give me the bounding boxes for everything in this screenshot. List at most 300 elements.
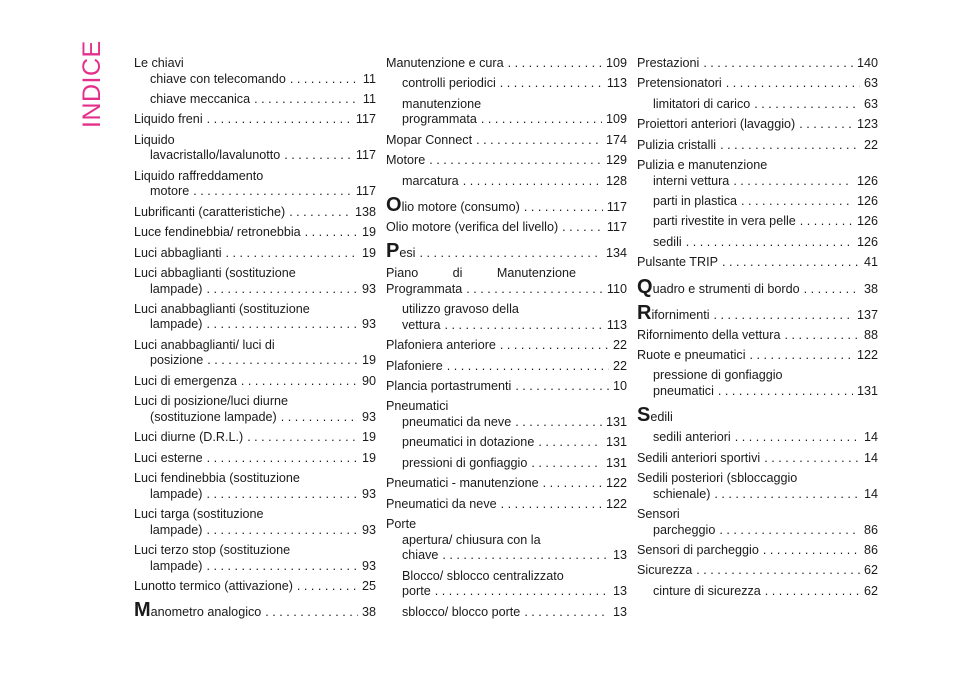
index-heading-text: Luci anabbaglianti/ luci di — [134, 337, 275, 352]
index-entry[interactable] — [386, 112, 627, 132]
index-entry-label: Luci di emergenza — [134, 373, 237, 388]
dot-leader — [722, 255, 860, 269]
index-entry-label: Ruote e pneumatici — [637, 347, 746, 362]
index-page-number: 19 — [361, 225, 376, 240]
index-entry-label: Plafoniere — [386, 358, 443, 373]
index-column-2 — [386, 56, 627, 625]
index-heading — [134, 507, 376, 523]
dot-leader — [799, 117, 853, 131]
dot-leader — [297, 579, 358, 593]
dot-leader — [750, 348, 853, 362]
index-page-number: 126 — [856, 173, 878, 188]
index-entry-label: Pulsante TRIP — [637, 255, 718, 270]
index-page-number: 117 — [606, 219, 627, 234]
index-entry[interactable] — [134, 374, 376, 394]
dot-leader — [207, 282, 358, 296]
index-page-number: 131 — [605, 455, 627, 470]
index-page-number: 90 — [361, 373, 376, 388]
index-entry[interactable] — [637, 56, 878, 76]
index-page-number: 62 — [863, 563, 878, 578]
dot-leader — [515, 379, 609, 393]
index-heading — [386, 97, 627, 113]
index-entry[interactable] — [637, 235, 878, 255]
index-entry[interactable] — [637, 523, 878, 543]
index-page-number: 93 — [361, 317, 376, 332]
index-entry-label: Rifornimenti — [637, 301, 710, 324]
index-heading — [637, 507, 878, 523]
index-page-number: 19 — [361, 430, 376, 445]
index-page-number: 14 — [863, 486, 878, 501]
index-entry-label: chiave — [402, 548, 439, 563]
index-entry[interactable] — [134, 599, 376, 625]
index-entry-label: Pesi — [386, 240, 416, 263]
index-page-number: 93 — [361, 558, 376, 573]
index-entry-label: Manutenzione e cura — [386, 56, 504, 70]
index-entry[interactable] — [637, 487, 878, 507]
index-heading-text: Pulizia e manutenzione — [637, 157, 768, 172]
index-heading-text: pressione di gonfiaggio — [653, 368, 783, 383]
dot-leader — [501, 497, 602, 511]
index-entry-label: Quadro e strumenti di bordo — [637, 275, 800, 298]
index-page-number: 13 — [612, 584, 627, 599]
index-page-number: 19 — [361, 450, 376, 465]
index-page-number: 137 — [856, 307, 878, 322]
index-entry-label: porte — [402, 584, 431, 599]
index-entry-label: Sedili anteriori sportivi — [637, 450, 761, 465]
index-page-number: 14 — [863, 450, 878, 465]
index-entry[interactable] — [386, 174, 627, 194]
index-entry-label: Luci esterne — [134, 450, 203, 465]
index-section-title: INDICE — [78, 40, 106, 128]
index-entry[interactable] — [637, 451, 878, 471]
index-entry-label: Lubrificanti (caratteristiche) — [134, 204, 286, 219]
index-page-number: 38 — [361, 605, 376, 620]
index-heading — [134, 394, 376, 410]
index-heading-text: Luci terzo stop (sostituzione — [134, 542, 291, 557]
index-page-number: 63 — [863, 76, 878, 91]
dot-leader — [785, 328, 860, 342]
index-entry[interactable] — [386, 240, 627, 266]
index-entry-label: Pneumatici - manutenzione — [386, 476, 539, 491]
index-heading-text: Le chiavi — [134, 56, 184, 70]
dot-leader — [524, 200, 603, 214]
index-entry-label: parcheggio — [653, 522, 716, 537]
dot-leader — [543, 476, 602, 490]
dot-leader — [254, 92, 359, 106]
index-entry[interactable] — [637, 174, 878, 194]
index-entry-label: Plancia portastrumenti — [386, 379, 512, 394]
index-page-number: 93 — [361, 486, 376, 501]
index-entry[interactable] — [386, 605, 627, 625]
index-entry[interactable] — [637, 194, 878, 214]
index-page-number: 86 — [863, 543, 878, 558]
index-entry[interactable] — [637, 384, 878, 404]
index-page-number: 117 — [606, 199, 627, 214]
index-page-number: 117 — [355, 148, 376, 163]
index-page-number: 93 — [361, 281, 376, 296]
dot-leader — [207, 353, 358, 367]
dot-leader — [726, 76, 860, 90]
dot-leader — [466, 282, 603, 296]
index-entry-label: cinture di sicurezza — [653, 583, 761, 598]
index-entry[interactable] — [637, 97, 878, 117]
dot-leader — [696, 563, 860, 577]
index-entry[interactable] — [637, 117, 878, 137]
dot-leader — [800, 214, 853, 228]
index-page-number: 134 — [605, 246, 627, 261]
index-entry[interactable] — [134, 317, 376, 337]
index-entry-label: lampade) — [150, 558, 203, 573]
index-page-number: 11 — [362, 71, 376, 86]
dot-leader — [500, 338, 609, 352]
dot-leader — [508, 56, 602, 70]
index-entry-label: lampade) — [150, 486, 203, 501]
index-entry[interactable] — [386, 497, 627, 517]
index-entry-label: Pulizia cristalli — [637, 137, 717, 152]
index-entry[interactable] — [134, 225, 376, 245]
index-page-number: 128 — [605, 173, 627, 188]
index-entry-label: pneumatici — [653, 383, 714, 398]
index-entry[interactable] — [386, 56, 627, 76]
index-heading — [386, 399, 627, 415]
dot-leader — [754, 97, 860, 111]
index-entry-label: Sensori di parcheggio — [637, 543, 759, 558]
index-entry[interactable] — [134, 72, 376, 92]
index-entry-label: Pneumatici da neve — [386, 496, 497, 511]
index-heading-text: Luci di posizione/luci diurne — [134, 394, 289, 409]
index-page-number: 131 — [856, 383, 878, 398]
index-entry[interactable] — [637, 543, 878, 563]
index-entry-label: pneumatici in dotazione — [402, 435, 535, 450]
index-entry-label: Manometro analogico — [134, 599, 262, 622]
dot-leader — [524, 605, 609, 619]
index-page-number: 122 — [605, 476, 627, 491]
index-page-number: 19 — [361, 245, 376, 260]
index-entry[interactable] — [637, 584, 878, 604]
index-entry-label: marcatura — [402, 173, 459, 188]
dot-leader — [763, 543, 860, 557]
index-page-number: 123 — [856, 117, 878, 132]
index-page-number: 86 — [863, 522, 878, 537]
index-entry-label: chiave meccanica — [150, 91, 251, 106]
index-heading-text: Blocco/ sblocco centralizzato — [402, 568, 564, 583]
dot-leader — [445, 318, 603, 332]
dot-leader — [714, 487, 860, 501]
index-entry-label: (sostituzione lampade) — [150, 409, 277, 424]
index-entry-label: schienale) — [653, 486, 711, 501]
dot-leader — [226, 246, 358, 260]
dot-leader — [284, 148, 352, 162]
index-heading-text: Porte — [386, 517, 417, 532]
index-entry-label: vettura — [402, 317, 441, 332]
index-heading — [134, 471, 376, 487]
index-entry[interactable] — [134, 559, 376, 579]
dot-leader — [714, 308, 853, 322]
index-entry[interactable] — [386, 435, 627, 455]
dot-leader — [733, 174, 853, 188]
dot-leader — [207, 451, 358, 465]
index-entry[interactable] — [386, 220, 627, 240]
index-entry[interactable] — [386, 153, 627, 173]
index-page-number: 93 — [361, 409, 376, 424]
index-entry-label: controlli periodici — [402, 76, 496, 91]
index-heading — [386, 533, 627, 549]
dot-leader — [247, 430, 358, 444]
dot-leader — [703, 56, 853, 70]
index-heading — [386, 569, 627, 585]
index-entry[interactable] — [386, 359, 627, 379]
index-page-number: 63 — [863, 96, 878, 111]
dot-leader — [562, 220, 603, 234]
dot-leader — [290, 72, 359, 86]
index-entry[interactable] — [386, 338, 627, 358]
index-entry[interactable] — [134, 451, 376, 471]
index-entry-label: Mopar Connect — [386, 132, 473, 147]
index-entry-label: interni vettura — [653, 173, 730, 188]
index-heading-word: Manutenzione — [496, 266, 576, 281]
dot-leader — [207, 559, 358, 573]
index-entry[interactable] — [134, 523, 376, 543]
index-heading-word: di — [452, 266, 463, 281]
index-entry[interactable] — [386, 584, 627, 604]
index-entry[interactable] — [386, 282, 627, 302]
index-heading-text: Liquido — [134, 132, 175, 147]
index-entry[interactable] — [386, 548, 627, 568]
index-entry[interactable] — [134, 353, 376, 373]
index-heading-text: Sensori — [637, 507, 680, 522]
index-entry[interactable] — [637, 276, 878, 302]
index-heading-text: Sedili posteriori (sbloccaggio — [637, 471, 798, 486]
index-entry[interactable] — [134, 205, 376, 225]
dot-leader — [804, 282, 860, 296]
index-entry[interactable] — [637, 348, 878, 368]
index-page-number: 138 — [354, 204, 376, 219]
index-heading — [134, 56, 376, 72]
dot-leader — [719, 523, 860, 537]
dot-leader — [764, 451, 860, 465]
dot-leader — [531, 456, 602, 470]
index-entry-label: chiave con telecomando — [150, 71, 286, 86]
index-heading-text: utilizzo gravoso della — [402, 302, 519, 317]
index-page-number: 11 — [362, 91, 376, 106]
index-entry[interactable] — [134, 579, 376, 599]
index-entry-label: pneumatici da neve — [402, 415, 512, 430]
index-entry-label: lampade) — [150, 317, 203, 332]
index-entry-label: limitatori di carico — [653, 96, 751, 111]
index-entry-label: posizione — [150, 353, 204, 368]
index-page-number: 38 — [863, 281, 878, 296]
dot-leader — [463, 174, 602, 188]
index-entry-label: motore — [150, 184, 190, 199]
index-column-1 — [134, 56, 376, 625]
index-heading — [637, 404, 878, 430]
index-page-number: 93 — [361, 522, 376, 537]
index-entry[interactable] — [134, 487, 376, 507]
index-heading — [637, 158, 878, 174]
index-entry[interactable] — [134, 430, 376, 450]
index-heading — [637, 471, 878, 487]
index-entry[interactable] — [134, 184, 376, 204]
index-column-3 — [637, 56, 878, 604]
index-entry[interactable] — [134, 112, 376, 132]
index-heading-text: Luci targa (sostituzione — [134, 507, 264, 521]
dot-leader — [765, 584, 860, 598]
index-heading-text: Liquido raffreddamento — [134, 168, 264, 183]
index-heading — [134, 543, 376, 559]
dot-leader — [481, 112, 602, 126]
index-page-number: 88 — [863, 327, 878, 342]
index-page-number: 131 — [605, 435, 627, 450]
index-entry-label: Luci diurne (D.R.L.) — [134, 430, 244, 445]
dot-leader — [207, 523, 358, 537]
index-heading — [134, 133, 376, 149]
index-heading-text: Luci anabbaglianti (sostituzione — [134, 301, 310, 316]
index-page-number: 122 — [856, 347, 878, 362]
index-page-number: 10 — [612, 379, 627, 394]
index-entry-label: Prestazioni — [637, 56, 700, 70]
index-heading-text: Luci abbaglianti (sostituzione — [134, 265, 296, 280]
index-entry-label: parti rivestite in vera pelle — [653, 214, 796, 229]
index-entry[interactable] — [637, 76, 878, 96]
index-entry-label: sedili anteriori — [653, 430, 731, 445]
index-entry[interactable] — [386, 415, 627, 435]
index-heading — [637, 368, 878, 384]
index-page-number: 19 — [361, 353, 376, 368]
dot-leader — [515, 415, 602, 429]
index-page-number: 126 — [856, 234, 878, 249]
dot-leader — [281, 410, 358, 424]
dot-leader — [435, 584, 609, 598]
index-page-number: 13 — [612, 548, 627, 563]
dot-leader — [289, 205, 351, 219]
index-page-number: 41 — [863, 255, 878, 270]
index-page-number: 25 — [361, 578, 376, 593]
index-page-number: 140 — [856, 56, 878, 70]
index-heading — [134, 338, 376, 354]
index-entry-label: Lunotto termico (attivazione) — [134, 578, 293, 593]
dot-leader — [207, 112, 352, 126]
index-entry-label: pressioni di gonfiaggio — [402, 455, 528, 470]
dot-leader — [538, 435, 602, 449]
index-entry-label: sblocco/ blocco porte — [402, 604, 521, 619]
index-heading-text: Pneumatici — [386, 399, 449, 414]
index-entry-label: parti in plastica — [653, 193, 737, 208]
index-page-number: 109 — [605, 56, 627, 70]
index-heading-text: Luci fendinebbia (sostituzione — [134, 471, 300, 486]
index-page-number: 131 — [605, 415, 627, 430]
index-page-number: 117 — [355, 184, 376, 199]
index-page-number: 174 — [605, 132, 627, 147]
index-entry[interactable] — [386, 476, 627, 496]
index-entry-label: Pretensionatori — [637, 76, 722, 91]
index-entry-label: Proiettori anteriori (lavaggio) — [637, 117, 796, 132]
index-heading-text: apertura/ chiusura con la — [402, 532, 541, 547]
dot-leader — [305, 225, 358, 239]
index-heading — [134, 266, 376, 282]
index-page-number: 22 — [612, 358, 627, 373]
index-page-number: 126 — [856, 214, 878, 229]
dot-leader — [476, 133, 602, 147]
index-entry-label: lavacristallo/lavalunotto — [150, 148, 281, 163]
index-heading-text: Sedili — [637, 404, 673, 427]
dot-leader — [193, 184, 352, 198]
index-entry-label: Liquido freni — [134, 112, 203, 127]
index-entry[interactable] — [134, 148, 376, 168]
index-heading — [134, 169, 376, 185]
dot-leader — [429, 153, 602, 167]
index-entry-label: Olio motore (verifica del livello) — [386, 219, 559, 234]
index-page-number: 113 — [606, 76, 627, 91]
index-page-number: 126 — [856, 193, 878, 208]
index-entry-label: Sicurezza — [637, 563, 693, 578]
index-entry[interactable] — [637, 214, 878, 234]
index-entry-label: Luci abbaglianti — [134, 245, 222, 260]
index-page-number: 110 — [606, 281, 627, 296]
index-heading — [386, 266, 576, 282]
dot-leader — [419, 246, 602, 260]
index-entry[interactable] — [134, 246, 376, 266]
index-entry[interactable] — [386, 133, 627, 153]
index-heading — [386, 517, 627, 533]
index-entry-label: Olio motore (consumo) — [386, 193, 520, 216]
index-entry[interactable] — [386, 379, 627, 399]
index-entry[interactable] — [637, 138, 878, 158]
index-page-number: 117 — [355, 112, 376, 127]
dot-leader — [241, 374, 358, 388]
index-page-number: 22 — [612, 338, 627, 353]
dot-leader — [447, 359, 609, 373]
index-heading-text: manutenzione — [402, 96, 482, 111]
index-entry[interactable] — [637, 328, 878, 348]
dot-leader — [442, 548, 609, 562]
index-page-number: 62 — [863, 583, 878, 598]
index-page-number: 22 — [863, 137, 878, 152]
index-page-number: 122 — [605, 496, 627, 511]
dot-leader — [686, 235, 853, 249]
index-entry-label: Luce fendinebbia/ retronebbia — [134, 225, 301, 240]
index-entry-label: Plafoniera anteriore — [386, 338, 496, 353]
index-entry[interactable] — [637, 430, 878, 450]
index-entry[interactable] — [386, 76, 627, 96]
index-entry[interactable] — [134, 282, 376, 302]
index-page-number: 113 — [606, 317, 627, 332]
index-heading — [134, 302, 376, 318]
index-entry-label: Rifornimento della vettura — [637, 327, 781, 342]
index-heading — [386, 302, 627, 318]
index-page-number: 109 — [605, 112, 627, 127]
index-entry[interactable] — [386, 456, 627, 476]
index-entry[interactable] — [637, 563, 878, 583]
dot-leader — [720, 138, 860, 152]
index-entry[interactable] — [386, 318, 627, 338]
index-page-number: 14 — [863, 430, 878, 445]
index-heading-word: Piano — [386, 266, 419, 281]
index-page-number: 129 — [605, 153, 627, 168]
index-entry[interactable] — [134, 92, 376, 112]
dot-leader — [735, 430, 860, 444]
index-entry-label: Motore — [386, 153, 426, 168]
index-entry-label: lampade) — [150, 281, 203, 296]
dot-leader — [265, 605, 358, 619]
dot-leader — [207, 487, 358, 501]
dot-leader — [741, 194, 853, 208]
dot-leader — [500, 76, 603, 90]
index-entry[interactable] — [637, 302, 878, 328]
index-entry[interactable] — [134, 410, 376, 430]
dot-leader — [718, 384, 853, 398]
index-entry[interactable] — [386, 194, 627, 220]
index-entry[interactable] — [637, 255, 878, 275]
